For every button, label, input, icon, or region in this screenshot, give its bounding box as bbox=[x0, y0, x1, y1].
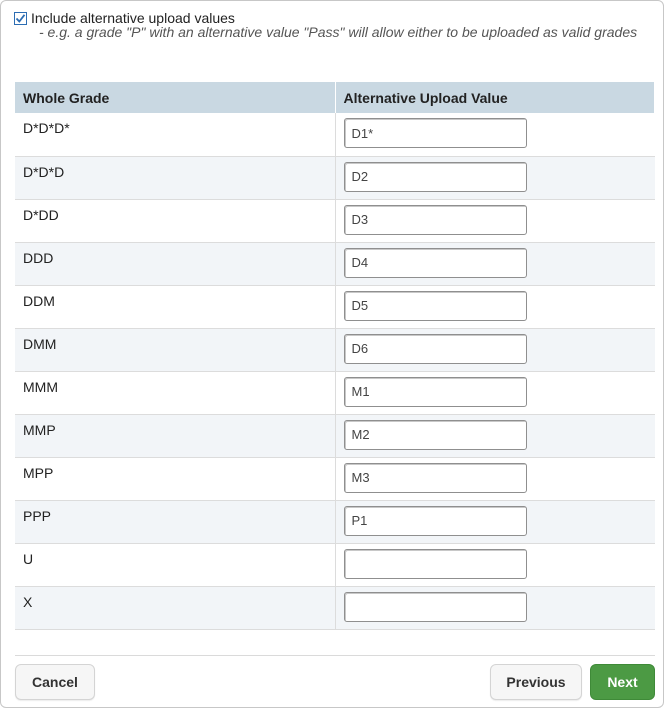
previous-button[interactable]: Previous bbox=[490, 664, 582, 700]
table-row bbox=[15, 113, 655, 156]
next-button[interactable]: Next bbox=[590, 664, 655, 700]
alt-value-input[interactable] bbox=[344, 162, 527, 192]
alt-value-cell bbox=[335, 199, 655, 242]
grade-table bbox=[15, 82, 655, 630]
table-row bbox=[15, 285, 655, 328]
alt-value-cell bbox=[335, 285, 655, 328]
alt-value-input[interactable] bbox=[344, 334, 527, 364]
alt-value-input[interactable] bbox=[344, 291, 527, 321]
alt-value-cell bbox=[335, 414, 655, 457]
alt-value-input[interactable] bbox=[344, 118, 527, 148]
alt-value-input[interactable] bbox=[344, 506, 527, 536]
whole-grade-cell: PPP bbox=[15, 500, 335, 543]
table-row bbox=[15, 371, 655, 414]
alt-value-input[interactable] bbox=[344, 205, 527, 235]
alt-value-cell bbox=[335, 457, 655, 500]
table-row bbox=[15, 328, 655, 371]
table-row bbox=[15, 156, 655, 199]
table-row bbox=[15, 586, 655, 629]
whole-grade-cell: D*D*D* bbox=[15, 113, 335, 156]
include-alt-checkbox[interactable] bbox=[14, 12, 27, 25]
cancel-button[interactable]: Cancel bbox=[15, 664, 95, 700]
alt-value-input[interactable] bbox=[344, 248, 527, 278]
include-alt-label: Include alternative upload values bbox=[31, 10, 235, 26]
alt-value-cell bbox=[335, 113, 655, 156]
whole-grade-cell: DMM bbox=[15, 328, 335, 371]
table-row bbox=[15, 500, 655, 543]
alt-value-input[interactable] bbox=[344, 420, 527, 450]
alt-value-cell bbox=[335, 328, 655, 371]
hint-text-content: - e.g. a grade "P" with an alternative value "Pass" will allow either to be uploaded as valid grades bbox=[39, 24, 638, 40]
footer-divider bbox=[15, 655, 655, 656]
table-header-row bbox=[15, 82, 655, 113]
alt-value-cell bbox=[335, 543, 655, 586]
whole-grade-cell: MMP bbox=[15, 414, 335, 457]
whole-grade-cell: MMM bbox=[15, 371, 335, 414]
whole-grade-cell: MPP bbox=[15, 457, 335, 500]
table-row bbox=[15, 457, 655, 500]
table-row bbox=[15, 543, 655, 586]
alt-value-input[interactable] bbox=[344, 592, 527, 622]
whole-grade-cell: D*D*D bbox=[15, 156, 335, 199]
alt-value-cell bbox=[335, 500, 655, 543]
table-row bbox=[15, 199, 655, 242]
alt-value-cell bbox=[335, 586, 655, 629]
header-whole-grade: Whole Grade bbox=[15, 82, 335, 113]
checkmark-icon bbox=[15, 13, 26, 24]
table-row bbox=[15, 242, 655, 285]
whole-grade-cell: D*DD bbox=[15, 199, 335, 242]
whole-grade-cell: DDM bbox=[15, 285, 335, 328]
hint-text bbox=[15, 24, 645, 41]
alt-value-input[interactable] bbox=[344, 549, 527, 579]
alt-value-cell bbox=[335, 242, 655, 285]
alt-value-cell bbox=[335, 371, 655, 414]
header-alt-value: Alternative Upload Value bbox=[335, 82, 655, 113]
alt-value-cell bbox=[335, 156, 655, 199]
whole-grade-cell: X bbox=[15, 586, 335, 629]
table-row bbox=[15, 414, 655, 457]
alt-value-input[interactable] bbox=[344, 463, 527, 493]
whole-grade-cell: DDD bbox=[15, 242, 335, 285]
whole-grade-cell: U bbox=[15, 543, 335, 586]
grade-table-body bbox=[15, 113, 655, 629]
alt-value-input[interactable] bbox=[344, 377, 527, 407]
